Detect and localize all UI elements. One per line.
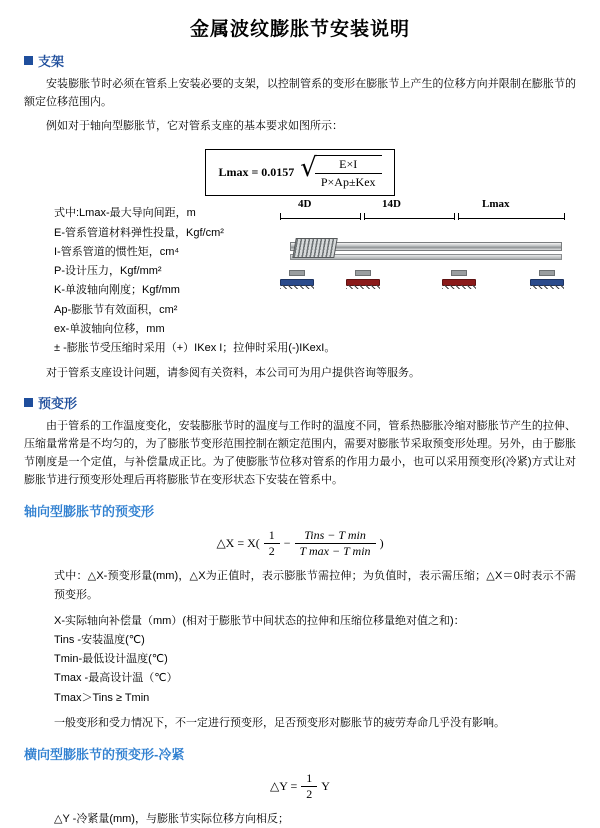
- support-paragraph-1: 安装膨胀节时必须在管系上安装必要的支架，以控制管系的变形在膨胀节上产生的位移方向并限制在膨胀节的额定位移范围内。: [24, 78, 576, 109]
- diagram-label-lmax: Lmax: [482, 198, 510, 211]
- diagram-label-14d: 14D: [382, 198, 401, 211]
- document-page: [0, 14, 600, 826]
- support-anchor-1: [280, 270, 314, 286]
- legend-item: ex-单波轴向位移，mm: [54, 322, 165, 335]
- lateral-formula-rhs: Y: [321, 779, 330, 794]
- axial-expansion-joint-diagram: [272, 198, 572, 306]
- lmax-formula-wrapper: [24, 141, 576, 202]
- legend-item: E-管系管道材料弹性投量，Kgf/cm²: [54, 226, 224, 239]
- section-heading-support-label: 支架: [38, 54, 65, 69]
- lmax-formula-denominator: P×Ap±Kex: [320, 175, 376, 190]
- legend-item: Ap-膨胀节有效面积，cm²: [54, 303, 178, 316]
- section-heading-predeform: [24, 393, 576, 412]
- square-bullet-icon: [24, 56, 33, 65]
- legend-item: K-单波轴向刚度；Kgf/mm: [54, 284, 180, 297]
- axial-term-item: Tmin-最低设计温度(℃): [54, 653, 168, 666]
- axial-term-item: Tmax -最高设计温（℃）: [54, 672, 178, 685]
- axial-formula-frac-den: T max − T min: [299, 544, 371, 559]
- legend-item: ± -膨胀节受压缩时采用（+）IKex I；拉伸时采用(-)IKexI。: [54, 342, 336, 355]
- axial-predeform-formula: [24, 528, 576, 559]
- axial-formula-frac-num: Tins − T min: [295, 528, 376, 544]
- bellows-icon: [292, 238, 338, 258]
- pipe-assembly: [272, 224, 572, 286]
- axial-term-item: Tins -安装温度(℃): [54, 633, 145, 646]
- lmax-formula-numerator: E×I: [315, 157, 382, 174]
- square-bullet-icon: [24, 398, 33, 407]
- support-closing: 对于管系支座设计问题，请参阅有关资料，本公司可为用户提供咨询等服务。: [46, 367, 420, 380]
- legend-item: I-管系管道的惯性矩，cm⁴: [54, 245, 180, 258]
- axial-formula-half-num: 1: [264, 528, 280, 544]
- predeform-paragraph-1: 由于管系的工作温度变化，安装膨胀节时的温度与工作时的温度不同，管系热膨胀冷缩对膨胀节产生的拉伸、压缩量常常是不均匀的，为了膨胀节变形范围控制在额定范围内，需要对膨胀节采取预变形处理。另外，由于膨胀节刚度是一个定值，与补偿量成正比。为了使膨胀节位移对管系的作用力最小，也可以采用预变形(冷紧)方式让对膨胀节进行预变形处理后再将膨胀节在变形状态下安装在管系中。: [24, 419, 576, 486]
- lateral-formula-lhs: △Y =: [270, 779, 298, 794]
- diagram-labels: [272, 198, 572, 214]
- diagram-label-4d: 4D: [298, 198, 312, 211]
- axial-formula-rhs: ): [379, 536, 384, 551]
- axial-term-item: Tmax＞Tins ≥ Tmin: [54, 691, 150, 704]
- lmax-formula-lhs: Lmax = 0.0157: [218, 165, 295, 180]
- legend-item: 式中:Lmax-最大导向间距，m: [54, 207, 196, 220]
- axial-formula-lhs: △X = X(: [216, 536, 260, 551]
- lateral-predeform-formula: [24, 771, 576, 802]
- sqrt-icon: √ $\frac{E\times I}{\text{P×Ap±Kex}}$: [300, 155, 381, 190]
- lateral-note: △Y -冷紧量(mm)，与膨胀节实际位移方向相反；: [54, 813, 289, 826]
- axial-closing: 一般变形和受力情况下，不一定进行预变形，足否预变形对膨胀节的疲劳寿命几乎没有影响。: [54, 716, 505, 729]
- document-content: [0, 51, 600, 828]
- support-paragraph-2: 例如对于轴向型膨胀节，它对管系支座的基本要求如图所示：: [46, 120, 343, 133]
- page-title: 金属波纹膨胀节安装说明: [189, 18, 410, 40]
- section-heading-predeform-label: 预变形: [38, 395, 78, 411]
- subsection-heading-lateral: 横向型膨胀节的预变形-冷紧: [24, 747, 185, 763]
- axial-formula-half-den: 2: [268, 544, 275, 559]
- support-anchor-2: [530, 270, 564, 286]
- axial-formula-minus: −: [283, 536, 291, 551]
- support-guide-2: [442, 270, 476, 286]
- axial-where-intro: 式中：△X-预变形量(mm)，△X为正值时，表示膨胀节需拉伸；为负值时，表示需压缩；△X＝0时表示不需预变形。: [54, 570, 576, 602]
- section-heading-support: [24, 51, 576, 70]
- lateral-formula-num: 1: [301, 771, 317, 787]
- support-guide-1: [346, 270, 380, 286]
- axial-term-item: X-实际轴向补偿量（mm）(相对于膨胀节中间状态的拉伸和压缩位移量绝对值之和)：: [54, 614, 465, 627]
- legend-item: P-设计压力，Kgf/mm²: [54, 265, 162, 278]
- lateral-formula-den: 2: [306, 787, 313, 802]
- subsection-heading-axial: 轴向型膨胀节的预变形: [24, 504, 155, 520]
- lmax-formula-box: [205, 149, 394, 196]
- axial-terms-list: [24, 612, 576, 708]
